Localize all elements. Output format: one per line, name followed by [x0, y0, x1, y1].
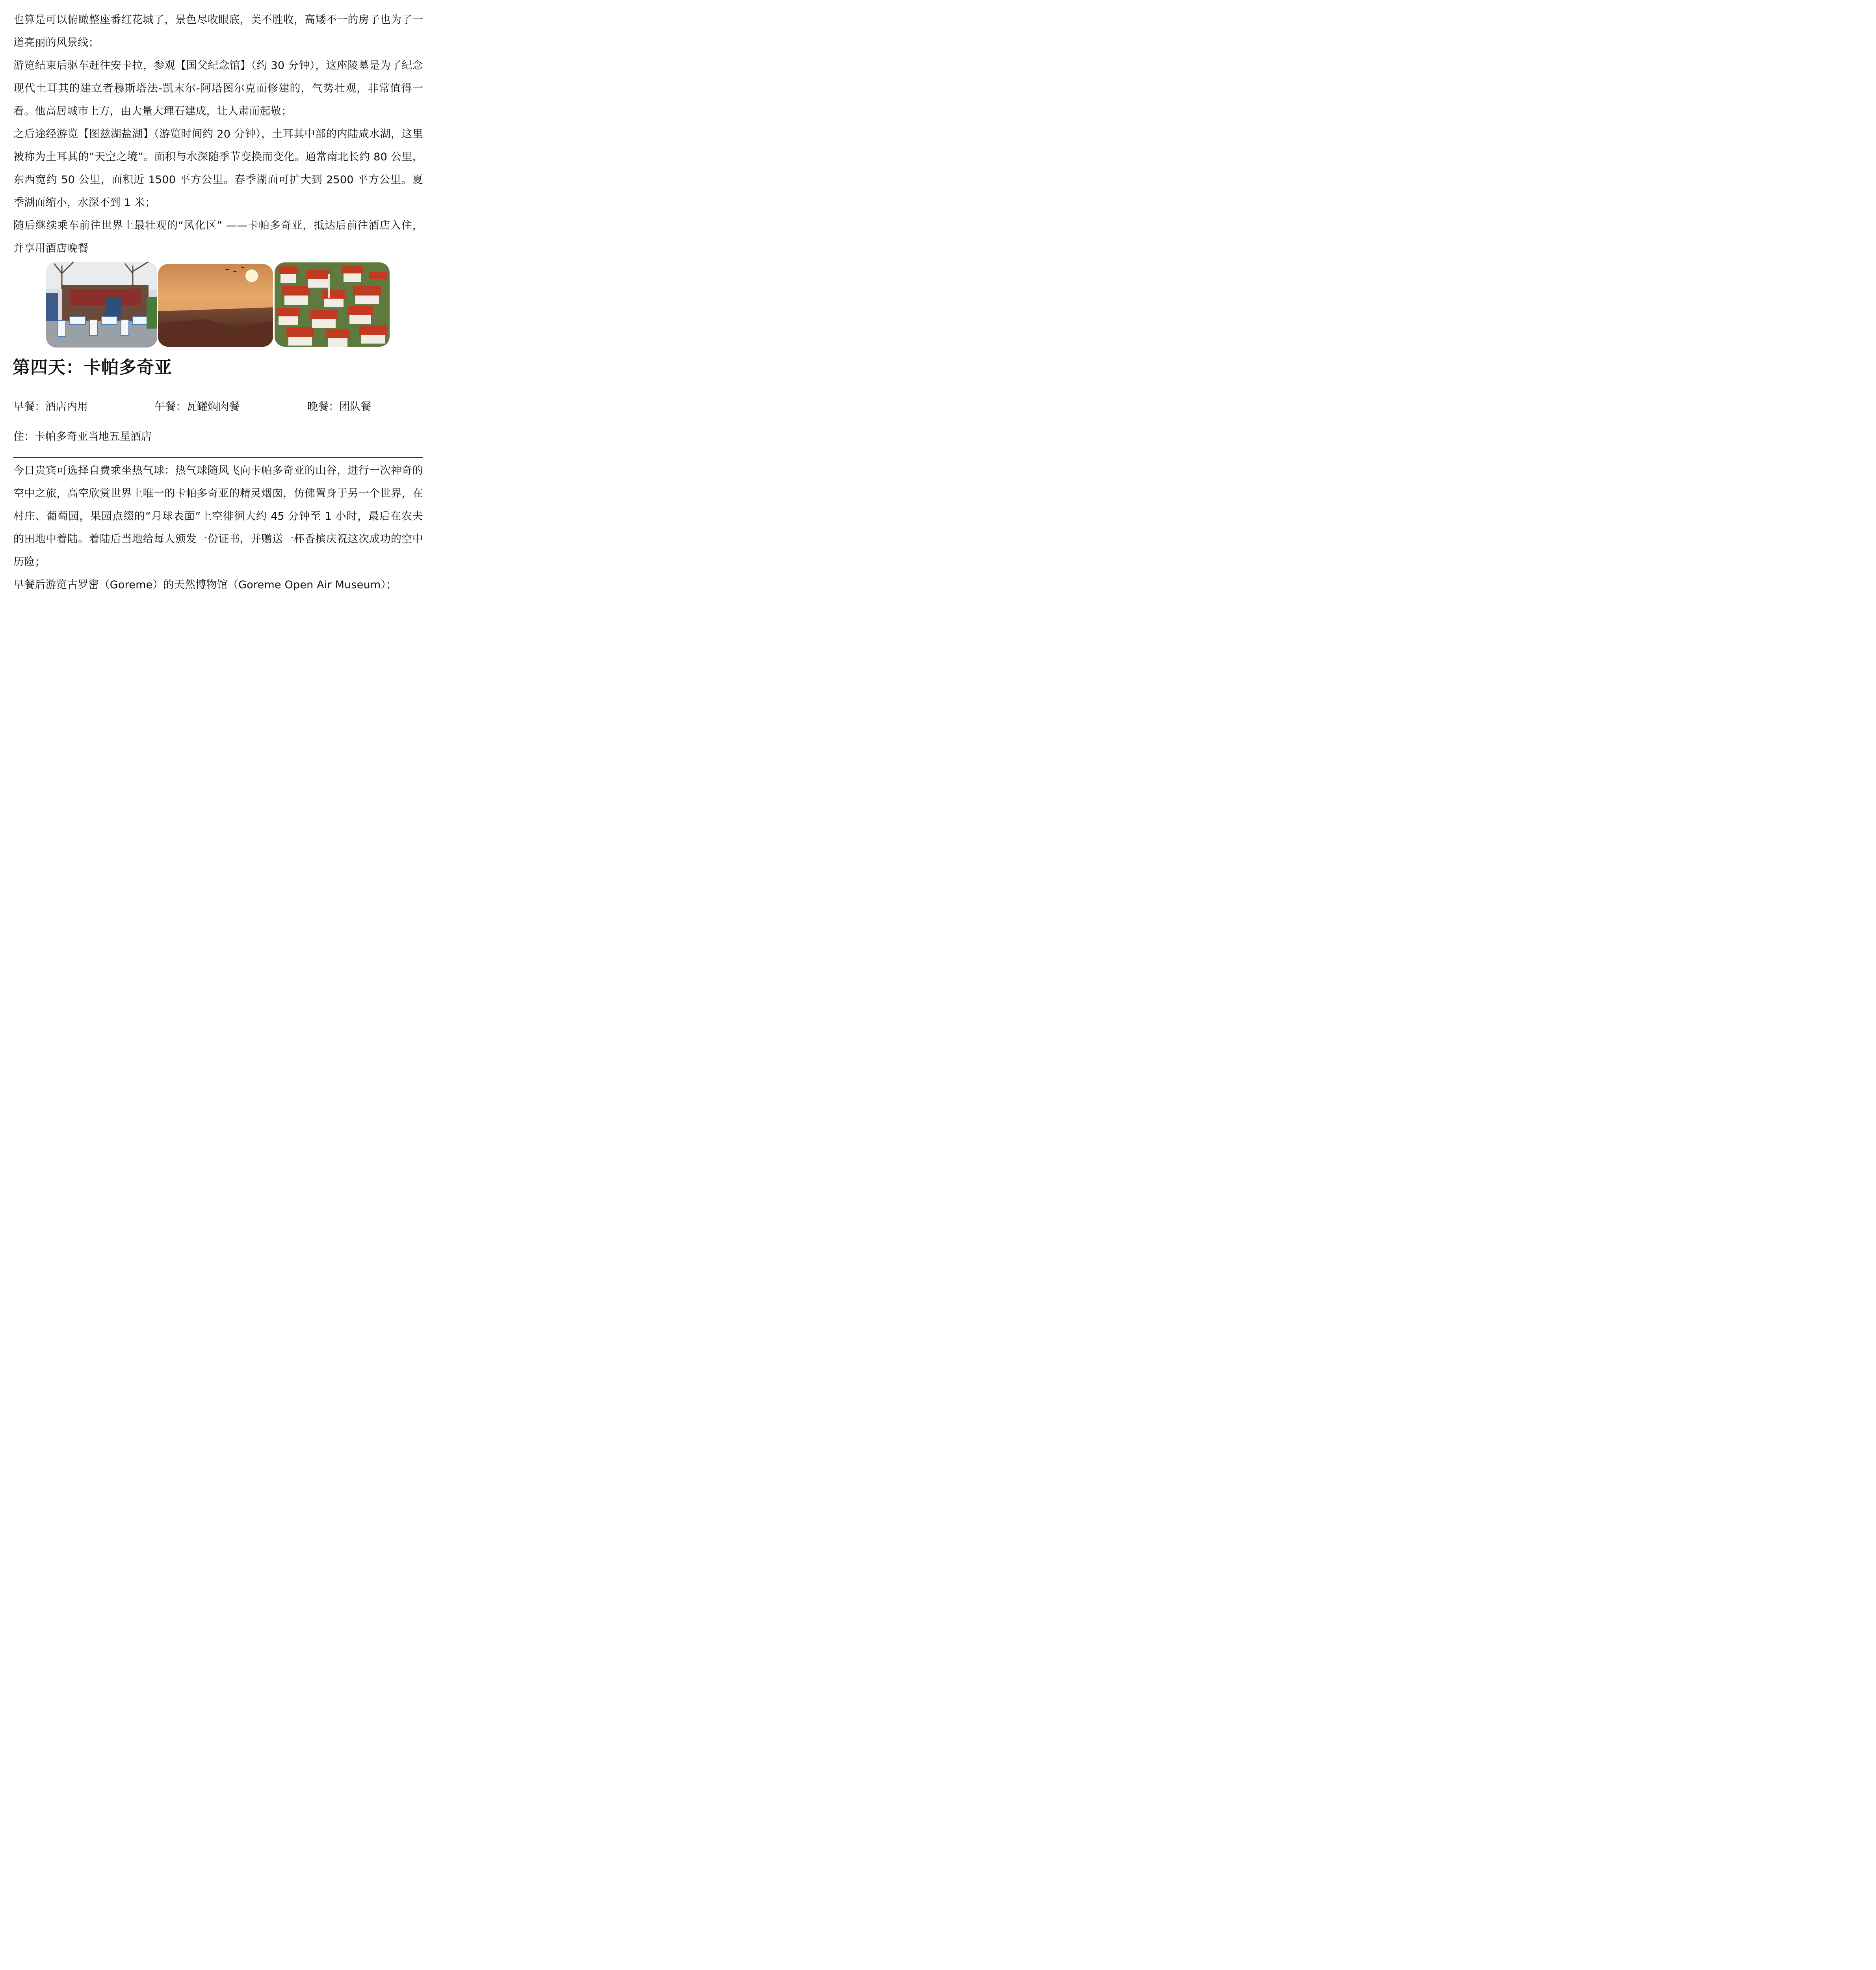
itinerary-page [0, 0, 434, 614]
cafe-photo [46, 262, 157, 348]
paragraph-ataturk-mausoleum: 游览结束后驱车赶往安卡拉，参观【国父纪念馆】（约 30 分钟），这座陵墓是为了纪念现代土耳其的建立者穆斯塔法-凯末尔-阿塔图尔克而修建的，气势壮观，非常值得一看。他高居城市上方，由大量大理石建成，让人肃而起敬； [13, 59, 423, 117]
paragraph-safranbolu-view: 也算是可以俯瞰整座番红花城了，景色尽收眼底，美不胜收，高矮不一的房子也为了一道亮丽的风景线； [13, 14, 423, 49]
top-text-block [13, 9, 423, 260]
hotel-info: 住：卡帕多奇亚当地五星酒店 [13, 431, 152, 443]
paragraph-hot-air-balloon: 今日贵宾可选择自费乘坐热气球：热气球随风飞向卡帕多奇亚的山谷，进行一次神奇的空中之旅，高空欣赏世界上唯一的卡帕多奇亚的精灵烟囱，仿佛置身于另一个世界，在村庄、葡萄园，果园点缀的“月球表面”上空徘徊大约 45 分钟至 1 小时，最后在农夫的田地中着陆。着陆后当地给每人颁发一份证书，并赠送一杯香槟庆祝这次成功的空中历险； [13, 465, 423, 568]
dinner-info: 晚餐：团队餐 [307, 401, 371, 413]
day-title: 第四天：卡帕多奇亚 [13, 357, 172, 377]
lunch-info: 午餐：瓦罐焖肉餐 [154, 401, 240, 413]
paragraph-goreme-museum: 早餐后游览古罗密（Goreme）的天然博物馆（Goreme Open Air Museum）； [13, 579, 397, 591]
paragraph-salt-lake: 之后途经游览【图兹湖盐湖】（游览时间约 20 分钟），土耳其中部的内陆咸水湖，这里被称为土耳其的“天空之境”。面积与水深随季节变换而变化。通常南北长约 80 公里，东西宽约 50 公里，面积近 1500 平方公里。春季湖面可扩大到 2500 平方公里。夏季湖面缩小，水深不到 1 米； [13, 128, 423, 209]
section-divider [13, 457, 423, 458]
paragraph-cappadocia-arrival: 随后继续乘车前往世界上最壮观的“风化区” ——卡帕多奇亚，抵达后前往酒店入住，并享用酒店晚餐 [13, 219, 423, 255]
breakfast-info: 早餐：酒店内用 [13, 401, 88, 413]
photo-strip [46, 262, 390, 348]
bottom-text-block [13, 459, 423, 597]
red-roof-town-photo [275, 262, 390, 347]
sunset-city-photo [158, 264, 273, 347]
